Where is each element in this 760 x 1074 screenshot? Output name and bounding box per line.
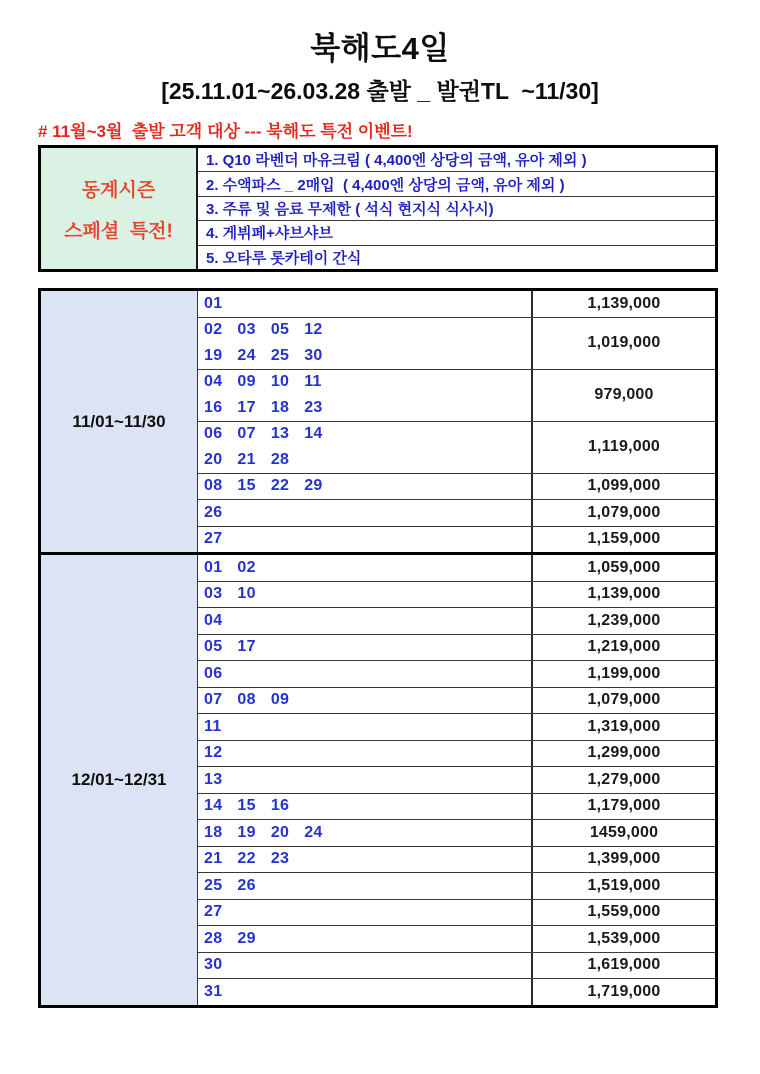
- day-number: 19: [237, 823, 256, 841]
- day-number: 02: [204, 321, 223, 339]
- day-line: [204, 714, 531, 740]
- day-line: [204, 582, 531, 608]
- price-cell: 1459,000: [589, 823, 659, 841]
- day-line: [204, 688, 531, 714]
- price-section: [41, 555, 715, 1005]
- day-number: 30: [304, 346, 323, 364]
- table-row: [198, 661, 715, 688]
- day-line: [204, 555, 531, 581]
- day-number: 13: [270, 425, 290, 443]
- day-number: 22: [237, 850, 256, 868]
- price-cell: 1,059,000: [587, 558, 661, 576]
- price-cell: 1,079,000: [587, 503, 661, 521]
- day-number: 12: [304, 321, 323, 339]
- page-subtitle: [25.11.01~26.03.28 출발 _ 발권TL ~11/30]: [161, 78, 599, 104]
- day-number: 09: [237, 373, 256, 391]
- day-line: [204, 395, 531, 421]
- departure-days-cell: [198, 635, 533, 661]
- day-number: 25: [270, 346, 290, 364]
- day-line: [204, 900, 531, 926]
- period-label: 12/01~12/31: [41, 555, 198, 1005]
- departure-days-cell: [198, 979, 533, 1005]
- day-number: 11: [204, 717, 222, 735]
- day-number: 08: [204, 477, 223, 495]
- table-row: [198, 873, 715, 900]
- table-row: [198, 500, 715, 527]
- day-line: [204, 608, 531, 634]
- departure-days-cell: [198, 794, 533, 820]
- table-row: [198, 370, 715, 422]
- day-number: 01: [204, 294, 223, 312]
- price-table: [38, 288, 718, 1008]
- day-number: 20: [270, 823, 290, 841]
- day-number: 22: [270, 477, 290, 495]
- day-number: 23: [270, 850, 290, 868]
- table-row: [198, 820, 715, 847]
- day-number: 21: [204, 850, 223, 868]
- table-row: [198, 953, 715, 980]
- table-row: [198, 714, 715, 741]
- departure-days-cell: [198, 873, 533, 899]
- day-line: [204, 953, 531, 979]
- benefits-label-line1: 동계시즌: [81, 179, 156, 201]
- price-cell: 1,539,000: [587, 929, 661, 947]
- day-line: [204, 318, 531, 344]
- day-line: [204, 422, 531, 448]
- departure-days-cell: [198, 847, 533, 873]
- price-cell: 1,199,000: [587, 664, 661, 682]
- day-line: [204, 820, 531, 846]
- day-number: 01: [204, 558, 223, 576]
- day-line: [204, 527, 531, 553]
- day-line: [204, 873, 531, 899]
- benefit-item: 3. 주류 및 음료 무제한 ( 석식 현지식 식사시): [198, 197, 715, 221]
- departure-days-cell: [198, 608, 533, 634]
- departure-days-cell: [198, 953, 533, 979]
- price-cell: 1,279,000: [587, 770, 661, 788]
- day-number: 06: [204, 664, 223, 682]
- price-cell: 1,099,000: [587, 477, 661, 495]
- price-cell: 1,519,000: [587, 876, 661, 894]
- day-number: 20: [204, 450, 223, 468]
- day-number: 27: [204, 903, 223, 921]
- day-number: 03: [204, 585, 223, 603]
- table-row: [198, 688, 715, 715]
- departure-days-cell: [198, 500, 533, 526]
- day-number: 26: [237, 876, 256, 894]
- benefit-item: 4. 게뷔페+샤브샤브: [198, 221, 715, 245]
- departure-days-cell: [198, 474, 533, 500]
- table-row: [198, 527, 715, 553]
- day-number: 17: [237, 398, 256, 416]
- day-number: 27: [204, 530, 223, 548]
- price-cell: 1,219,000: [587, 638, 661, 656]
- day-number: 14: [304, 425, 323, 443]
- table-row: [198, 422, 715, 474]
- day-number: 07: [237, 425, 256, 443]
- benefits-item-list: [198, 148, 715, 269]
- benefits-box: [38, 145, 718, 272]
- table-row: [198, 926, 715, 953]
- table-row: [198, 767, 715, 794]
- day-number: 08: [237, 691, 256, 709]
- day-line: [204, 343, 531, 369]
- day-number: 15: [237, 797, 256, 815]
- day-number: 03: [237, 321, 256, 339]
- day-number: 05: [270, 321, 290, 339]
- day-number: 24: [304, 823, 323, 841]
- benefit-item: 2. 수액파스 _ 2매입 ( 4,400엔 상당의 금액, 유아 제외 ): [198, 172, 715, 196]
- price-cell: 1,159,000: [587, 530, 661, 548]
- departure-days-cell: [198, 767, 533, 793]
- table-row: [198, 555, 715, 582]
- price-cell: 1,119,000: [587, 438, 661, 455]
- departure-days-cell: [198, 741, 533, 767]
- day-number: 26: [204, 503, 223, 521]
- table-row: [198, 741, 715, 768]
- day-line: [204, 926, 531, 952]
- departure-days-cell: [198, 291, 533, 317]
- departure-days-cell: [198, 900, 533, 926]
- price-cell: 1,239,000: [587, 611, 661, 629]
- price-cell: 1,399,000: [587, 850, 661, 868]
- section-rows: [198, 291, 715, 552]
- price-cell: 1,139,000: [587, 585, 661, 603]
- day-line: [204, 500, 531, 526]
- period-label: 11/01~11/30: [41, 291, 198, 552]
- departure-days-cell: [198, 370, 533, 421]
- benefit-item: 5. 오타루 롯카테이 간식: [206, 249, 362, 267]
- table-row: [198, 635, 715, 662]
- day-number: 25: [204, 876, 223, 894]
- day-number: 18: [270, 398, 290, 416]
- price-cell: 1,299,000: [587, 744, 661, 762]
- day-number: 29: [304, 477, 323, 495]
- day-number: 13: [204, 770, 223, 788]
- departure-days-cell: [198, 926, 533, 952]
- day-number: 11: [304, 373, 322, 391]
- price-cell: 1,139,000: [587, 294, 661, 312]
- day-line: [204, 291, 531, 317]
- day-number: 28: [270, 450, 290, 468]
- day-number: 18: [204, 823, 223, 841]
- table-row: [198, 582, 715, 609]
- price-cell: 1,019,000: [587, 334, 661, 351]
- day-number: 23: [304, 398, 323, 416]
- table-row: [198, 794, 715, 821]
- table-row: [198, 900, 715, 927]
- price-section: [41, 291, 715, 555]
- day-line: [204, 767, 531, 793]
- day-number: 09: [270, 691, 290, 709]
- day-number: 02: [237, 558, 256, 576]
- day-number: 07: [204, 691, 223, 709]
- price-cell: 1,079,000: [587, 691, 661, 709]
- table-row: [198, 474, 715, 501]
- day-line: [204, 979, 531, 1005]
- section-rows: [198, 555, 715, 1005]
- day-line: [204, 794, 531, 820]
- benefits-label-line2: 스페셜 특전!: [64, 220, 173, 242]
- day-line: [204, 370, 531, 396]
- table-row: [198, 608, 715, 635]
- price-cell: 1,719,000: [587, 982, 661, 1000]
- day-number: 31: [204, 982, 223, 1000]
- table-row: [198, 979, 715, 1005]
- departure-days-cell: [198, 318, 533, 369]
- table-row: [198, 291, 715, 318]
- departure-days-cell: [198, 820, 533, 846]
- price-cell: 979,000: [594, 386, 654, 403]
- day-number: 05: [204, 638, 223, 656]
- day-number: 14: [204, 797, 223, 815]
- day-number: 10: [270, 373, 290, 391]
- day-number: 10: [237, 585, 256, 603]
- day-number: 30: [204, 956, 223, 974]
- event-notice: # 11월~3월 출발 고객 대상 --- 북해도 특전 이벤트!: [38, 122, 413, 141]
- day-number: 04: [204, 373, 223, 391]
- table-row: [198, 318, 715, 370]
- departure-days-cell: [198, 582, 533, 608]
- day-number: 19: [204, 346, 223, 364]
- price-cell: 1,619,000: [587, 956, 661, 974]
- day-line: [204, 447, 531, 473]
- day-number: 21: [237, 450, 256, 468]
- price-cell: 1,319,000: [587, 717, 661, 735]
- day-number: 24: [237, 346, 256, 364]
- day-line: [204, 847, 531, 873]
- day-line: [204, 661, 531, 687]
- day-line: [204, 635, 531, 661]
- day-number: 15: [237, 477, 256, 495]
- departure-days-cell: [198, 555, 533, 581]
- day-number: 29: [237, 929, 256, 947]
- benefits-label: [41, 148, 198, 269]
- departure-days-cell: [198, 527, 533, 553]
- day-number: 04: [204, 611, 223, 629]
- day-line: [204, 474, 531, 500]
- day-number: 06: [204, 425, 223, 443]
- day-number: 16: [204, 398, 223, 416]
- day-number: 16: [270, 797, 290, 815]
- day-number: 28: [204, 929, 223, 947]
- page-title: 북해도4일: [310, 31, 450, 66]
- day-line: [204, 741, 531, 767]
- benefit-item: 1. Q10 라벤더 마유크림 ( 4,400엔 상당의 금액, 유아 제외 ): [198, 148, 715, 172]
- day-number: 12: [204, 744, 223, 762]
- departure-days-cell: [198, 714, 533, 740]
- price-cell: 1,179,000: [587, 797, 661, 815]
- departure-days-cell: [198, 422, 533, 473]
- price-cell: 1,559,000: [587, 903, 661, 921]
- departure-days-cell: [198, 661, 533, 687]
- day-number: 17: [237, 638, 256, 656]
- departure-days-cell: [198, 688, 533, 714]
- table-row: [198, 847, 715, 874]
